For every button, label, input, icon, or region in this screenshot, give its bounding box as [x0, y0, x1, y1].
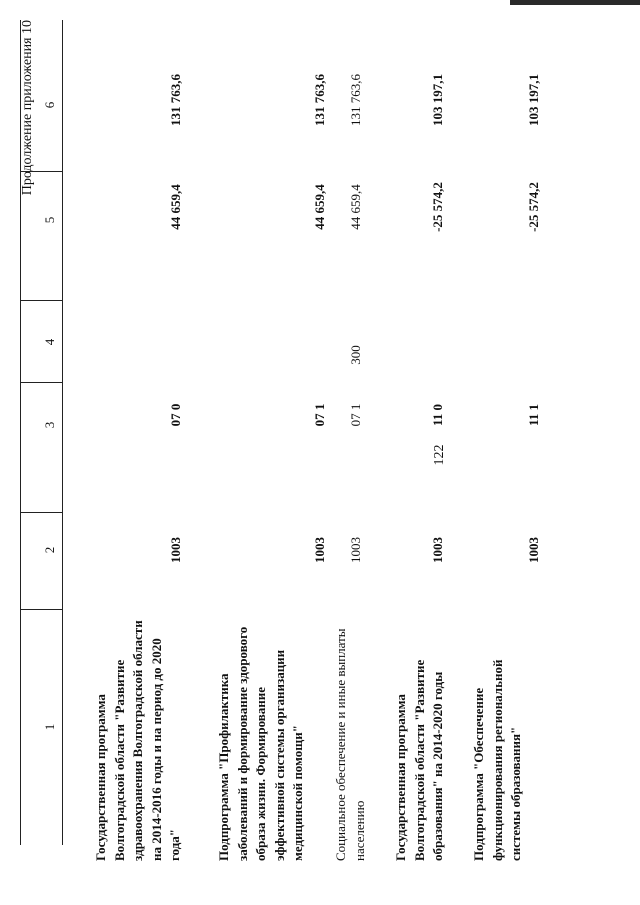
column-number-2: 2 — [42, 546, 57, 554]
header-bottom-rule — [62, 20, 63, 845]
row-code-3: 11 0 — [430, 403, 445, 427]
row-code-2: 1003 — [430, 537, 445, 563]
row-code-3: 07 1 — [348, 403, 363, 427]
row-name: Государственная программа Волгоградской области "Развитие здравоохранения Волгоградской области на 2014-2016 годы и на период до 2020 года" — [93, 620, 182, 861]
row-code-3: 11 1 — [526, 403, 541, 427]
row-name: Подпрограмма "Обеспечение функционирования региональной системы образования" — [471, 659, 523, 861]
row-value-6: 131 763,6 — [348, 74, 363, 126]
header-divider — [20, 609, 63, 610]
column-number-1: 1 — [42, 723, 57, 731]
row-code-2: 1003 — [168, 537, 183, 563]
column-number-3: 3 — [42, 421, 57, 429]
row-code-4: 300 — [348, 345, 363, 365]
appendix-note: Продолжение приложения 10 — [20, 20, 35, 196]
row-value-5: -25 574,2 — [526, 182, 541, 232]
header-divider — [20, 382, 63, 383]
row-code-2: 1003 — [526, 537, 541, 563]
column-number-6: 6 — [42, 101, 57, 109]
row-value-6: 103 197,1 — [526, 74, 541, 126]
row-value-5: 44 659,4 — [348, 184, 363, 230]
column-number-4: 4 — [42, 338, 57, 346]
row-code-3: 07 0 — [168, 403, 183, 427]
row-code-2: 1003 — [348, 537, 363, 563]
row-value-5: -25 574,2 — [430, 182, 445, 232]
row-value-5: 44 659,4 — [312, 184, 327, 230]
table-top-rule — [20, 20, 21, 845]
row-value-5: 44 659,4 — [168, 184, 183, 230]
header-divider — [20, 171, 63, 172]
row-value-6: 131 763,6 — [312, 74, 327, 126]
row-name: Государственная программа Волгоградской области "Развитие образования" на 2014-2020 годы — [393, 659, 445, 861]
row-value-6: 103 197,1 — [430, 74, 445, 126]
row-value-6: 131 763,6 — [168, 74, 183, 126]
header-divider — [20, 512, 63, 513]
row-name: Социальное обеспечение и иные выплаты населению — [333, 628, 367, 861]
row-name: Подпрограмма "Профилактика заболеваний и формирование здорового образа жизни. Формирование эффективной системы организации медицинской помощи" — [216, 626, 305, 861]
row-code-3: 07 1 — [312, 403, 327, 427]
header-divider — [20, 300, 63, 301]
column-number-5: 5 — [42, 216, 57, 224]
page-number: 122 — [432, 444, 447, 466]
row-code-2: 1003 — [312, 537, 327, 563]
